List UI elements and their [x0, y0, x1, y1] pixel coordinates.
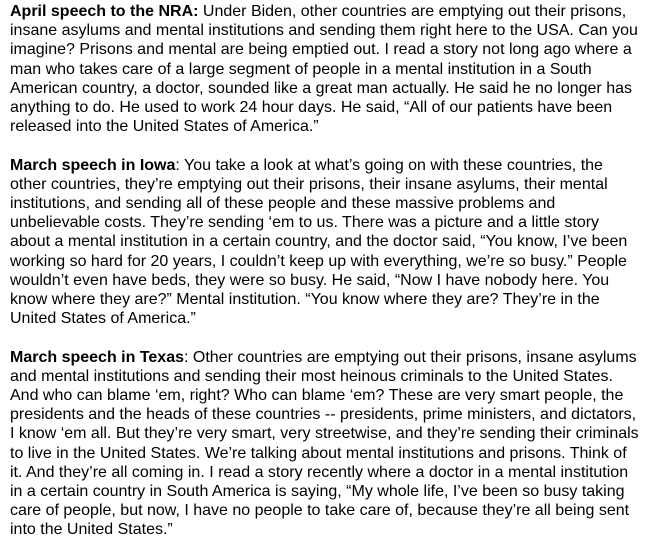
paragraph-label: March speech in Texas [10, 348, 184, 366]
paragraph-nra-speech [10, 2, 641, 136]
paragraph-text: Under Biden, other countries are emptying out their prisons, insane asylums and mental institutions and sending them right here to the USA. Can you imagine? Prisons and mental are being emptied out. I read a story not long ago where a man who takes care of a large segment of people in a mental institution in a South American country, a doctor, sounded like a great man actually. He said he no longer has anything to do. He used to work 24 hour days. He said, “All of our patients have been released into the United States of America.” [10, 3, 638, 136]
paragraph-label: March speech in Iowa [10, 156, 176, 174]
paragraph-text: : Other countries are emptying out their prisons, insane asylums and mental institutions and sending their most heinous criminals to the United States. And who can blame ‘em, right? Who can blame ‘em? These are very smart people, the presidents and the heads of these countries -- presidents, prime ministers, and dictators, I know ‘em all. But they’re very smart, very streetwise, and they’re sending their criminals to live in the United States. We’re talking about mental institutions and prisons. Think of it. And they’re all coming in. I read a story recently where a doctor in a mental institution in a certain country in South America is saying, “My whole life, I’ve been so busy taking care of people, but now, I have no people to take care of, because they’re all being sent into the United States.” [10, 348, 639, 539]
paragraph-iowa-speech [10, 156, 641, 329]
paragraph-texas-speech [10, 348, 641, 540]
paragraph-label: April speech to the NRA: [10, 3, 199, 20]
paragraph-text: : You take a look at what’s going on with these countries, the other countries, they’re emptying out their prisons, their insane asylums, their mental institutions, and sending all of these people and these massive problems and unbelievable costs. They’re sending ‘em to us. There was a picture and a little story about a mental institution in a certain country, and the doctor said, “You know, I’ve been working so hard for 20 years, I couldn’t keep up with everything, we’re so busy.” People wouldn’t even have beds, they were so busy. He said, “Now I have nobody here. You know where they are?” Mental institution. “You know where they are? They’re in the United States of America.” [10, 156, 628, 328]
